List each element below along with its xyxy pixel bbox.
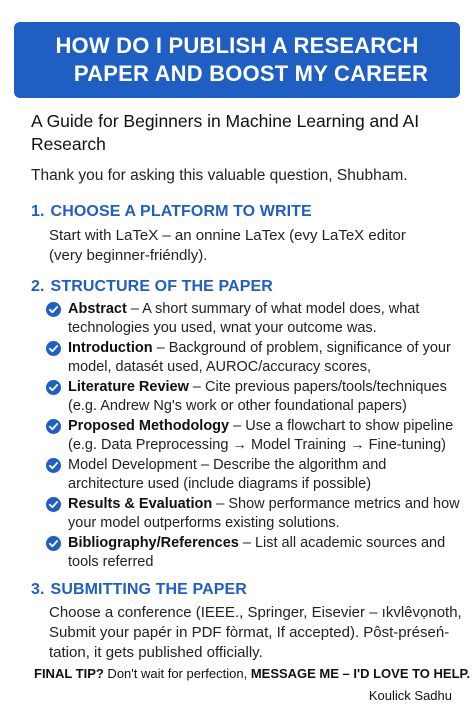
section-number: 3. (31, 581, 45, 598)
title-line-1: HOW DO I PUBLISH A RESEARCH (55, 33, 419, 58)
checklist-item (46, 378, 466, 416)
checklist-item (46, 456, 466, 494)
checklist-item-term: Abstract (68, 301, 127, 317)
section-title: CHOOSE A PLATFORM TO WRITE (50, 203, 312, 220)
final-tip-label: FINAL TIP? (34, 666, 104, 681)
check-circle-icon (46, 302, 61, 317)
checklist-item-text: Model Development – Describe the algorithm and architecture used (include diagrams if possible) (68, 457, 387, 492)
greeting: Thank you for asking this valuable question, Shubham. (31, 167, 408, 184)
check-circle-icon (46, 419, 61, 434)
check-circle-icon (46, 497, 61, 512)
section-heading-platform (31, 202, 312, 222)
checklist-item (46, 417, 466, 455)
checklist-item-term: Bibliography/References (68, 535, 239, 551)
section-heading-submitting (31, 580, 247, 600)
checklist-item-text: – Background of problem, significance of your model, datasét used, AUROC/accuracy scores, (68, 340, 451, 375)
final-tip-cta: MESSAGE ME – I'D LOVE TO HELP. (250, 666, 471, 681)
checklist-item (46, 300, 466, 338)
final-tip-text: Don't wait for perfection, (103, 666, 251, 681)
title-line-2: PAPER AND BOOST MY CAREER (73, 61, 429, 86)
checklist-item-text: – Use a flowchart to show pipeline (e.g. Data Preprocessing → Model Training → Fine-tuning) (68, 418, 454, 453)
title-banner (14, 22, 460, 98)
author-signature: Koulick Sadhu (368, 688, 452, 703)
checklist-item-term: Proposed Methodology (68, 418, 230, 434)
check-circle-icon (46, 341, 61, 356)
check-circle-icon (46, 458, 61, 473)
check-circle-icon (46, 380, 61, 395)
section-title: SUBMITTING THE PAPER (50, 581, 247, 598)
checklist-item (46, 339, 466, 377)
checklist-item (46, 534, 466, 572)
section-number: 1. (31, 203, 45, 220)
section-number: 2. (31, 278, 45, 295)
checklist-item-text: – Show performance metrics and how your model outperforms existing solutions. (68, 496, 460, 531)
section-title: STRUCTURE OF THE PAPER (50, 278, 273, 295)
checklist-item-term: Results & Evaluation (68, 496, 213, 512)
checklist-item-term: Literature Review (68, 379, 189, 395)
subtitle: A Guide for Beginners in Machine Learning and AI Research (31, 111, 420, 154)
final-tip (34, 665, 471, 682)
checklist-item-text: – Cite previous papers/tools/techniques (e.g. Andrew Ng's work or other foundational papers) (68, 379, 447, 414)
section-body-platform: Start with LaTeX – an onnine LaTex (evy LaTeX editor (very beginner-friéndly). (49, 227, 406, 264)
section-body-submitting: Choose a conference (IEEE., Springer, Eisevier – ıkvlêvọnoth, Submit your papér in PDF fòrmat, If accepted). Pôst-préseń-tation, it gets published officially. (49, 604, 462, 661)
structure-checklist (46, 300, 466, 573)
section-heading-structure (31, 277, 273, 297)
checklist-item-text: – List all academic sources and tools referred (68, 535, 446, 570)
checklist-item (46, 495, 466, 533)
checklist-item-term: Introduction (68, 340, 153, 356)
check-circle-icon (46, 536, 61, 551)
checklist-item-text: – A short summary of what model does, what technologies you used, wnat your outcome was. (68, 301, 420, 336)
